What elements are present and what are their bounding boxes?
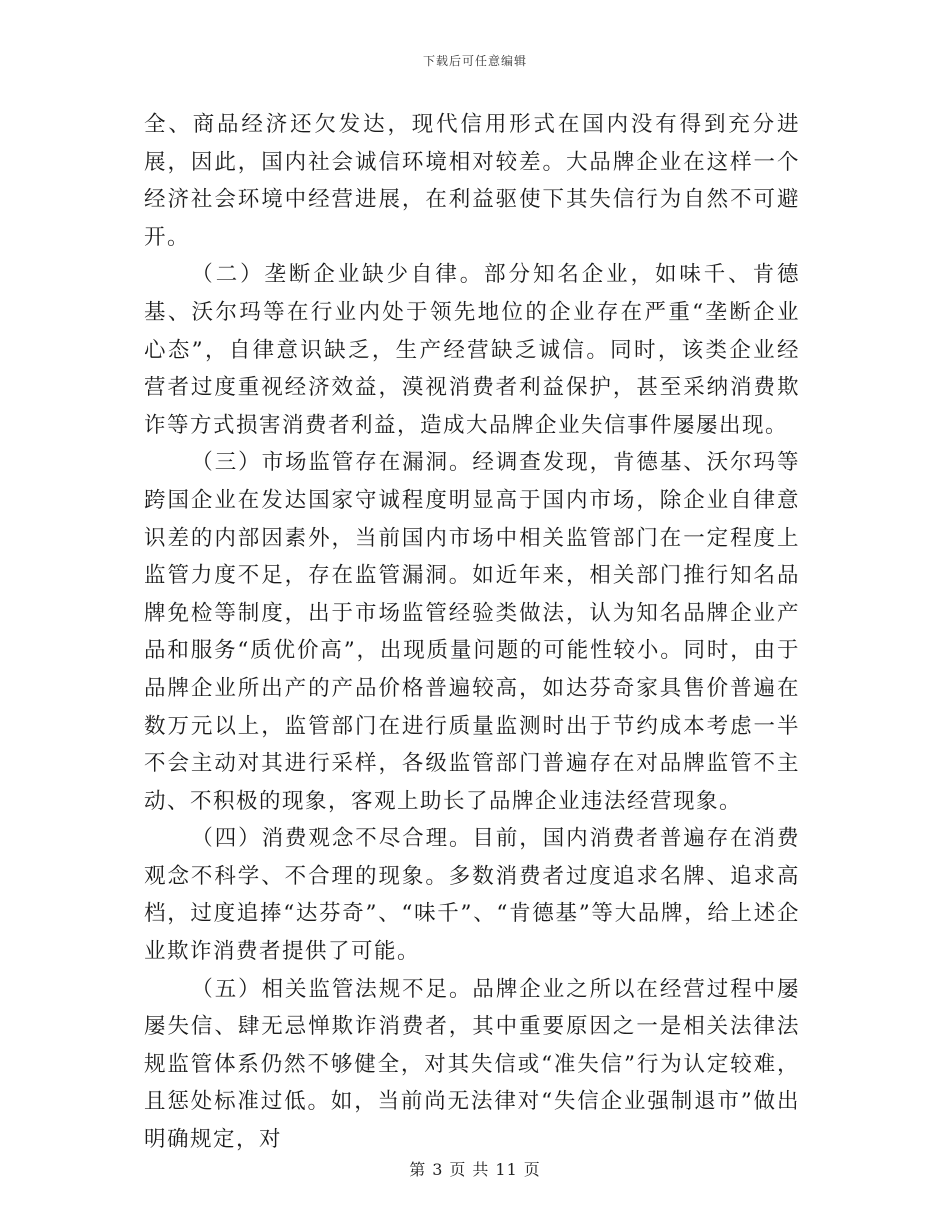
footer-total-prefix: 共 bbox=[472, 1160, 490, 1179]
document-body bbox=[144, 106, 800, 1159]
page-footer bbox=[0, 1157, 950, 1180]
page-header-note: 下载后可任意编辑 bbox=[422, 54, 527, 68]
footer-total-pages: 11 bbox=[495, 1160, 518, 1179]
paragraph-market-supervision: （三）市场监管存在漏洞。经调查发现，肯德基、沃尔玛等跨国企业在发达国家守诚程度明显高于国内市场，除企业自律意识差的内部因素外，当前国内市场中相关监管部门在一定程度上监管力度不足，存在监管漏洞。如近年来，相关部门推行知名品牌免检等制度，出于市场监管经验类做法，认为知名品牌企业产品和服务“质优价高”，出现质量问题的可能性较小。同时，由于品牌企业所出产的产品价格普遍较高，如达芬奇家具售价普遍在数万元以上，监管部门在进行质量监测时出于节约成本考虑一半不会主动对其进行采样，各级监管部门普遍存在对品牌监管不主动、不积极的现象，客观上助长了品牌企业违法经营现象。 bbox=[144, 450, 800, 814]
paragraph-consumption-concept: （四）消费观念不尽合理。目前，国内消费者普遍存在消费观念不科学、不合理的现象。多数消费者过度追求名牌、追求高档，过度追捧“达芬奇”、“味千”、“肯德基”等大品牌，给上述企业欺诈消费者提供了可能。 bbox=[144, 826, 800, 965]
footer-page-unit: 页 bbox=[449, 1160, 467, 1179]
footer-total-unit: 页 bbox=[523, 1160, 541, 1179]
footer-prefix: 第 bbox=[409, 1160, 427, 1179]
footer-page-number: 3 bbox=[432, 1160, 444, 1179]
paragraph-continuation: 全、商品经济还欠发达，现代信用形式在国内没有得到充分进展，因此，国内社会诚信环境相对较差。大品牌企业在这样一个经济社会环境中经营进展，在利益驱使下其失信行为自然不可避开。 bbox=[144, 112, 800, 250]
paragraph-regulations: （五）相关监管法规不足。品牌企业之所以在经营过程中屡屡失信、肆无忌惮欺诈消费者，其中重要原因之一是相关法律法规监管体系仍然不够健全，对其失信或“准失信”行为认定较难，且惩处标准过低。如，当前尚无法律对“失信企业强制退市”做出明确规定，对 bbox=[144, 976, 800, 1153]
paragraph-monopoly-self-discipline: （二）垄断企业缺少自律。部分知名企业，如味千、肯德基、沃尔玛等在行业内处于领先地位的企业存在严重“垄断企业心态”，自律意识缺乏，生产经营缺乏诚信。同时，该类企业经营者过度重视经济效益，漠视消费者利益保护，甚至采纳消费欺诈等方式损害消费者利益，造成大品牌企业失信事件屡屡出现。 bbox=[144, 262, 800, 438]
